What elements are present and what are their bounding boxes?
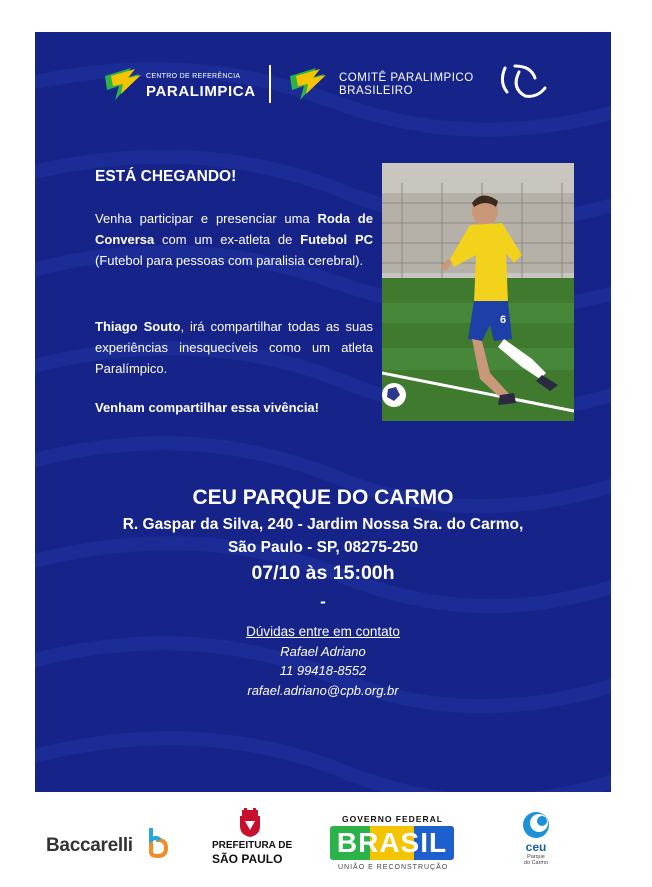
athlete-paragraph: Thiago Souto, irá compartilhar todas as suas experiências inesquecíveis como um atleta Paralímpico. — [95, 319, 373, 376]
ceu-parque-do-carmo-logo — [515, 810, 557, 870]
prefeitura-sao-paulo-logo — [208, 806, 292, 868]
address-line-2: São Paulo - SP, 08275-250 — [227, 539, 419, 556]
ceu-text: ceu — [525, 840, 547, 854]
contact-name: Rafael Adriano — [280, 644, 366, 659]
cpb-line2: BRASILEIRO — [339, 85, 414, 97]
baccarelli-wordmark: Baccarelli — [46, 835, 133, 856]
paralympic-agitos-icon — [497, 62, 549, 102]
highlight-futebol-pc: Futebol PC — [300, 232, 373, 247]
prefeitura-line2: SÃO PAULO — [212, 852, 283, 866]
sao-paulo-coat-of-arms-icon — [235, 808, 265, 838]
paralympic-brand-mark-icon — [286, 66, 328, 102]
event-poster — [35, 32, 611, 792]
baccarelli-logo — [46, 824, 176, 864]
contact-email[interactable]: rafael.adriano@cpb.org.br — [247, 683, 399, 698]
highlight-roda-de-conversa: Roda de Conversa — [95, 211, 373, 247]
prefeitura-line1: PREFEITURA DE — [212, 840, 293, 851]
gov-top-text: GOVERNO FEDERAL — [342, 814, 443, 824]
headline: ESTÁ CHEGANDO! — [95, 168, 237, 185]
jersey-number: 6 — [500, 314, 507, 326]
contact-phone[interactable]: 11 99418-8552 — [279, 663, 367, 678]
ceu-sub2: do Carmo — [523, 860, 549, 866]
centro-referencia-paralimpica-logo — [101, 66, 261, 102]
paralympic-brand-mark-icon — [101, 66, 143, 102]
cr-line1: CENTRO DE REFERÊNCIA — [146, 73, 241, 80]
athlete-photo — [382, 163, 574, 421]
cpb-line1: COMITÊ PARALIMPICO — [339, 72, 474, 84]
baccarelli-b-icon — [146, 826, 170, 858]
comite-paralimpico-logo — [286, 66, 486, 102]
ceu-sub1: Parque — [527, 854, 545, 860]
header-divider — [269, 65, 271, 103]
separator-dash: - — [320, 592, 326, 611]
gov-bottom-text: UNIÃO E RECONSTRUÇÃO — [338, 864, 449, 871]
governo-federal-logo — [330, 814, 458, 874]
cr-line2: PARALIMPICA — [146, 83, 256, 100]
gov-brasil-text: BRASIL — [336, 827, 448, 858]
contact-label: Dúvidas entre em contato — [246, 624, 400, 639]
ceu-swirl-icon — [519, 810, 553, 840]
intro-paragraph: Venha participar e presenciar uma Roda de Conversa com um ex-atleta de Futebol PC (Futebol para pessoas com paralisia cerebral). — [95, 211, 373, 268]
event-datetime: 07/10 às 15:00h — [251, 562, 395, 584]
athlete-name: Thiago Souto — [95, 319, 181, 334]
closing-line: Venham compartilhar essa vivência! — [95, 400, 319, 415]
address-line-1: R. Gaspar da Silva, 240 - Jardim Nossa Sra. do Carmo, — [122, 516, 524, 533]
venue-title: CEU PARQUE DO CARMO — [192, 486, 454, 509]
